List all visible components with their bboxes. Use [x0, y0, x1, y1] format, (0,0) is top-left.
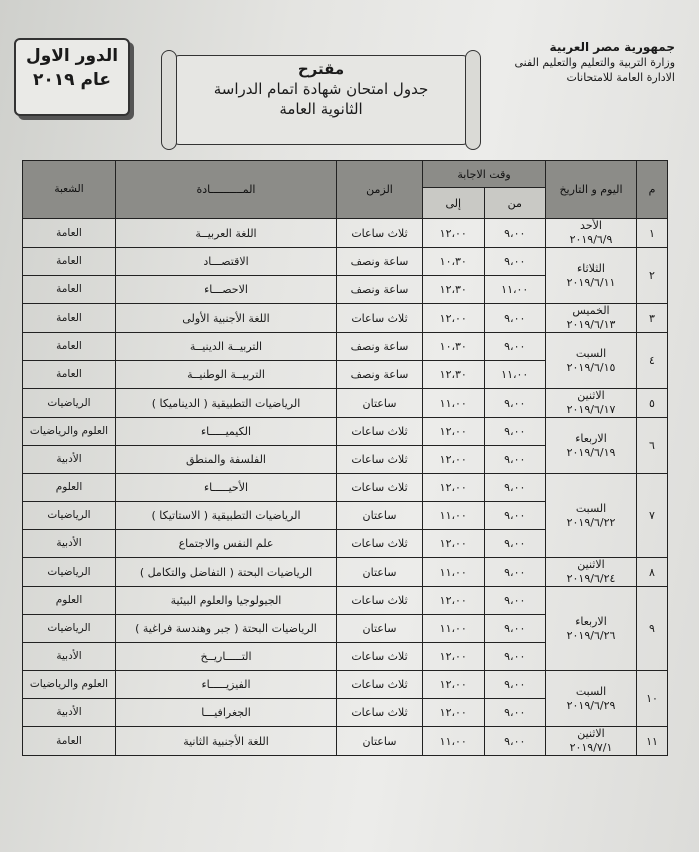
branch-cell: العلوم — [23, 474, 116, 502]
time-from-cell: ٩،٠٠ — [484, 643, 546, 671]
time-from-cell: ٩،٠٠ — [484, 671, 546, 699]
row-number: ٩ — [637, 587, 668, 671]
day-date-cell — [546, 727, 637, 756]
time-to-cell: ١٠،٣٠ — [423, 248, 485, 276]
time-to-cell: ١١،٠٠ — [423, 502, 485, 530]
time-from-cell: ١١،٠٠ — [484, 361, 546, 389]
time-from-cell: ٩،٠٠ — [484, 727, 546, 756]
title-proposed: مقترح — [297, 60, 345, 78]
exam-date: ٢٠١٩/٦/١٩ — [566, 445, 616, 459]
time-from-cell: ٩،٠٠ — [484, 615, 546, 643]
subject-cell: الرياضيات البحتة ( التفاضل والتكامل ) — [116, 558, 337, 587]
branch-cell: العامة — [23, 276, 116, 304]
row-number: ٧ — [637, 474, 668, 558]
duration-cell: ثلاث ساعات — [337, 671, 423, 699]
branch-cell: العامة — [23, 333, 116, 361]
title-schedule: جدول امتحان شهادة اتمام الدراسة — [213, 80, 429, 98]
day-date-cell — [546, 248, 637, 304]
subject-cell: الفيزيـــــاء — [116, 671, 337, 699]
branch-cell: العامة — [23, 727, 116, 756]
header-to: إلى — [423, 188, 485, 219]
day-name: الاثنين — [577, 389, 605, 402]
exam-schedule-table — [22, 160, 668, 756]
duration-cell: ثلاث ساعات — [337, 699, 423, 727]
duration-cell: ثلاث ساعات — [337, 304, 423, 333]
table-row — [23, 389, 668, 418]
table-row — [23, 558, 668, 587]
table-row — [23, 587, 668, 615]
duration-cell: ساعة ونصف — [337, 276, 423, 304]
time-to-cell: ١٢،٠٠ — [423, 643, 485, 671]
day-name: الاربعاء — [575, 614, 607, 628]
round-year: عام ٢٠١٩ — [33, 70, 111, 90]
branch-cell: الرياضيات — [23, 615, 116, 643]
exam-date: ٢٠١٩/٧/١ — [569, 741, 613, 754]
exam-date: ٢٠١٩/٦/٢٦ — [566, 628, 616, 642]
day-date-cell — [546, 389, 637, 418]
subject-cell: اللغة الأجنبية الثانية — [116, 727, 337, 756]
subject-cell: علم النفس والاجتماع — [116, 530, 337, 558]
time-from-cell: ٩،٠٠ — [484, 530, 546, 558]
day-date-cell — [546, 418, 637, 474]
branch-cell: الأدبية — [23, 643, 116, 671]
time-to-cell: ١٢،٠٠ — [423, 219, 485, 248]
duration-cell: ثلاث ساعات — [337, 446, 423, 474]
row-number: ٦ — [637, 418, 668, 474]
subject-cell: التربيــة الوطنيــة — [116, 361, 337, 389]
row-number: ٣ — [637, 304, 668, 333]
duration-cell: ثلاث ساعات — [337, 418, 423, 446]
table-row — [23, 333, 668, 361]
exam-date: ٢٠١٩/٦/٢٤ — [566, 572, 616, 585]
row-number: ١١ — [637, 727, 668, 756]
table-row — [23, 304, 668, 333]
table-row — [23, 727, 668, 756]
duration-cell: ثلاث ساعات — [337, 643, 423, 671]
duration-cell: ثلاث ساعات — [337, 530, 423, 558]
time-to-cell: ١٢،٠٠ — [423, 671, 485, 699]
time-from-cell: ٩،٠٠ — [484, 248, 546, 276]
subject-cell: الاحصـــاء — [116, 276, 337, 304]
time-from-cell: ٩،٠٠ — [484, 474, 546, 502]
table-row — [23, 219, 668, 248]
day-name: السبت — [575, 501, 607, 515]
table-row — [23, 671, 668, 699]
ministry-header — [514, 40, 675, 85]
time-from-cell: ٩،٠٠ — [484, 219, 546, 248]
table-row — [23, 418, 668, 446]
day-date-cell — [546, 333, 637, 389]
day-date-cell — [546, 304, 637, 333]
day-date-cell — [546, 558, 637, 587]
time-from-cell: ١١،٠٠ — [484, 276, 546, 304]
time-from-cell: ٩،٠٠ — [484, 446, 546, 474]
day-name: الاثنين — [577, 558, 605, 571]
exam-date: ٢٠١٩/٦/١٧ — [566, 403, 616, 416]
time-to-cell: ١٢،٣٠ — [423, 361, 485, 389]
ministry-name: وزارة التربية والتعليم والتعليم الفنى — [514, 56, 675, 69]
day-date-cell — [546, 671, 637, 727]
subject-cell: الرياضيات التطبيقية ( الاستاتيكا ) — [116, 502, 337, 530]
table-row — [23, 248, 668, 276]
subject-cell: اللغة العربيــة — [116, 219, 337, 248]
branch-cell: الرياضيات — [23, 502, 116, 530]
day-name: الخميس — [572, 304, 610, 317]
subject-cell: الكيميـــــاء — [116, 418, 337, 446]
time-to-cell: ١٢،٠٠ — [423, 446, 485, 474]
time-to-cell: ١١،٠٠ — [423, 558, 485, 587]
time-from-cell: ٩،٠٠ — [484, 587, 546, 615]
branch-cell: الرياضيات — [23, 389, 116, 418]
day-name: السبت — [575, 684, 607, 698]
time-to-cell: ١٢،٠٠ — [423, 699, 485, 727]
branch-cell: الأدبية — [23, 446, 116, 474]
day-date-cell — [546, 587, 637, 671]
subject-cell: الفلسفة والمنطق — [116, 446, 337, 474]
time-to-cell: ١٢،٠٠ — [423, 474, 485, 502]
branch-cell: العلوم — [23, 587, 116, 615]
time-from-cell: ٩،٠٠ — [484, 699, 546, 727]
header-from: من — [484, 188, 546, 219]
time-to-cell: ١١،٠٠ — [423, 389, 485, 418]
department-name: الادارة العامة للامتحانات — [566, 71, 675, 84]
time-from-cell: ٩،٠٠ — [484, 389, 546, 418]
subject-cell: الجغرافيـــا — [116, 699, 337, 727]
header-num: م — [637, 161, 668, 219]
header-branch: الشعبة — [23, 161, 116, 219]
duration-cell: ثلاث ساعات — [337, 474, 423, 502]
subject-cell: الأحيـــــاء — [116, 474, 337, 502]
time-to-cell: ١٢،٠٠ — [423, 587, 485, 615]
duration-cell: ثلاث ساعات — [337, 219, 423, 248]
time-from-cell: ٩،٠٠ — [484, 418, 546, 446]
subject-cell: الرياضيات البحتة ( جبر وهندسة فراغية ) — [116, 615, 337, 643]
header-time: وقت الاجابة — [423, 161, 546, 188]
time-from-cell: ٩،٠٠ — [484, 333, 546, 361]
time-from-cell: ٩،٠٠ — [484, 502, 546, 530]
row-number: ٤ — [637, 333, 668, 389]
time-to-cell: ١١،٠٠ — [423, 727, 485, 756]
exam-date: ٢٠١٩/٦/١١ — [566, 275, 616, 289]
table-header-row — [23, 161, 668, 188]
branch-cell: العامة — [23, 219, 116, 248]
time-from-cell: ٩،٠٠ — [484, 558, 546, 587]
row-number: ٥ — [637, 389, 668, 418]
branch-cell: الأدبية — [23, 699, 116, 727]
subject-cell: الرياضيات التطبيقية ( الديناميكا ) — [116, 389, 337, 418]
row-number: ٨ — [637, 558, 668, 587]
day-date-cell — [546, 474, 637, 558]
round-title: الدور الاول — [25, 46, 119, 66]
subject-cell: التـــــاريــخ — [116, 643, 337, 671]
time-to-cell: ١٠،٣٠ — [423, 333, 485, 361]
branch-cell: العامة — [23, 248, 116, 276]
day-name: الثلاثاء — [577, 261, 605, 275]
title-scroll — [170, 55, 472, 145]
subject-cell: اللغة الأجنبية الأولى — [116, 304, 337, 333]
day-name: الاربعاء — [575, 431, 607, 445]
duration-cell: ساعة ونصف — [337, 248, 423, 276]
row-number: ١٠ — [637, 671, 668, 727]
duration-cell: ساعتان — [337, 502, 423, 530]
country-name: جمهورية مصر العربية — [549, 40, 675, 54]
header-duration: الزمن — [337, 161, 423, 219]
day-date-cell — [546, 219, 637, 248]
branch-cell: العلوم والرياضيات — [23, 671, 116, 699]
exam-round-box — [14, 38, 130, 116]
duration-cell: ساعتان — [337, 727, 423, 756]
exam-date: ٢٠١٩/٦/٢٩ — [566, 698, 616, 712]
day-name: الاثنين — [577, 727, 605, 740]
duration-cell: ساعتان — [337, 615, 423, 643]
row-number: ٢ — [637, 248, 668, 304]
branch-cell: العلوم والرياضيات — [23, 418, 116, 446]
table-body — [23, 219, 668, 756]
duration-cell: ثلاث ساعات — [337, 587, 423, 615]
subject-cell: الجيولوجيا والعلوم البيئية — [116, 587, 337, 615]
branch-cell: العامة — [23, 304, 116, 333]
table-row — [23, 474, 668, 502]
day-name: الأحد — [580, 219, 602, 232]
time-to-cell: ١٢،٠٠ — [423, 304, 485, 333]
subject-cell: الاقتصـــاد — [116, 248, 337, 276]
exam-date: ٢٠١٩/٦/١٥ — [566, 360, 616, 374]
title-certificate: الثانوية العامة — [279, 100, 363, 118]
header-day: اليوم و التاريخ — [546, 161, 637, 219]
exam-date: ٢٠١٩/٦/١٣ — [566, 318, 616, 331]
subject-cell: التربيــة الدينيــة — [116, 333, 337, 361]
duration-cell: ساعة ونصف — [337, 333, 423, 361]
exam-date: ٢٠١٩/٦/٩ — [569, 233, 613, 246]
time-to-cell: ١٢،٠٠ — [423, 418, 485, 446]
branch-cell: العامة — [23, 361, 116, 389]
exam-date: ٢٠١٩/٦/٢٢ — [566, 515, 616, 529]
branch-cell: الرياضيات — [23, 558, 116, 587]
branch-cell: الأدبية — [23, 530, 116, 558]
header-subject: المــــــــــادة — [116, 161, 337, 219]
duration-cell: ساعة ونصف — [337, 361, 423, 389]
row-number: ١ — [637, 219, 668, 248]
day-name: السبت — [575, 346, 607, 360]
time-from-cell: ٩،٠٠ — [484, 304, 546, 333]
duration-cell: ساعتان — [337, 558, 423, 587]
time-to-cell: ١١،٠٠ — [423, 615, 485, 643]
time-to-cell: ١٢،٠٠ — [423, 530, 485, 558]
time-to-cell: ١٢،٣٠ — [423, 276, 485, 304]
duration-cell: ساعتان — [337, 389, 423, 418]
